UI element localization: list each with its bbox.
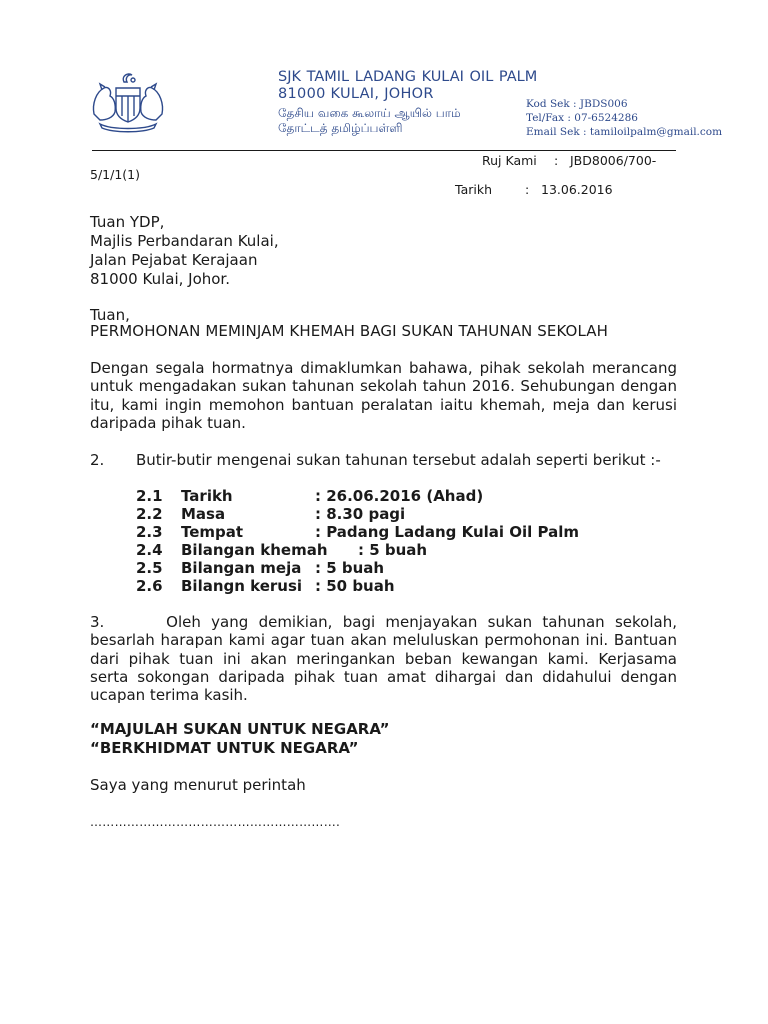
paragraph-1-line: itu, kami ingin memohon bantuan peralatan iaitu khemah, meja dan kerusi — [90, 395, 677, 414]
letter-subject: PERMOHONAN MEMINJAM KHEMAH BAGI SUKAN TAHUNAN SEKOLAH — [90, 322, 609, 340]
tamil-school-name-line-2: தோட்டத் தமிழ்ப்பள்ளி — [278, 121, 403, 135]
detail-number: 2.2 — [136, 505, 163, 523]
paragraph-2-number: 2. — [90, 451, 105, 469]
paragraph-3 — [90, 613, 677, 704]
detail-label: Bilangn kerusi — [181, 577, 303, 595]
detail-label: Bilangan meja — [181, 559, 302, 577]
school-email: Email Sek : tamiloilpalm@gmail.com — [526, 126, 723, 138]
detail-label: Bilangan khemah — [181, 541, 328, 559]
paragraph-1 — [90, 359, 677, 432]
tarikh-value: 13.06.2016 — [541, 182, 613, 197]
detail-value: : 8.30 pagi — [315, 505, 406, 523]
ruj-label: Ruj Kami — [482, 153, 537, 168]
school-code: Kod Sek : JBDS006 — [526, 98, 628, 110]
school-address: 81000 KULAI, JOHOR — [278, 86, 434, 102]
detail-value: : 50 buah — [315, 577, 395, 595]
detail-value: : 5 buah — [358, 541, 428, 559]
slogan-2: “BERKHIDMAT UNTUK NEGARA” — [90, 739, 359, 757]
paragraph-1-line: Dengan segala hormatnya dimaklumkan bahawa, pihak sekolah merancang — [90, 359, 677, 377]
detail-number: 2.4 — [136, 541, 163, 559]
paragraph-2-text: Butir-butir mengenai sukan tahunan tersebut adalah seperti berikut :- — [136, 451, 661, 469]
detail-number: 2.1 — [136, 487, 163, 505]
detail-value: : Padang Ladang Kulai Oil Palm — [315, 523, 580, 541]
paragraph-3-line: dari pihak tuan ini akan meringankan beban kewangan kami. Kerjasama — [90, 649, 677, 668]
paragraph-1-line: daripada pihak tuan. — [90, 413, 246, 432]
letterhead-divider — [92, 150, 676, 151]
coat-of-arms-logo — [88, 70, 168, 134]
tel-fax: Tel/Fax : 07-6524286 — [526, 112, 638, 124]
closing-phrase: Saya yang menurut perintah — [90, 776, 306, 794]
paragraph-3-line: serta sokongan daripada pihak tuan amat dihargai dan didahului dengan — [90, 667, 677, 686]
detail-value: : 26.06.2016 (Ahad) — [315, 487, 484, 505]
school-name: SJK TAMIL LADANG KULAI OIL PALM — [278, 69, 538, 85]
ruj-colon: : — [554, 153, 559, 168]
tarikh-colon: : — [525, 182, 530, 197]
detail-number: 2.6 — [136, 577, 163, 595]
recipient-line-4: 81000 Kulai, Johor. — [90, 270, 230, 288]
detail-number: 2.3 — [136, 523, 163, 541]
paragraph-3-line: ucapan terima kasih. — [90, 686, 248, 705]
salutation: Tuan, — [90, 306, 130, 324]
detail-label: Tempat — [181, 523, 244, 541]
tarikh-label: Tarikh — [455, 182, 492, 197]
ruj-continuation: 5/1/1(1) — [90, 167, 140, 182]
paragraph-3-line: 3. Oleh yang demikian, bagi menjayakan sukan tahunan sekolah, — [90, 613, 677, 631]
tamil-school-name-line-1: தேசிய வகை கூலாய் ஆயில் பாம் — [278, 106, 461, 120]
detail-value: : 5 buah — [315, 559, 385, 577]
paragraph-1-line: untuk mengadakan sukan tahunan sekolah tahun 2016. Sehubungan dengan — [90, 377, 677, 396]
detail-number: 2.5 — [136, 559, 163, 577]
paragraph-3-line: besarlah harapan kami agar tuan akan meluluskan permohonan ini. Bantuan — [90, 631, 677, 650]
recipient-line-1: Tuan YDP, — [90, 213, 165, 231]
slogan-1: “MAJULAH SUKAN UNTUK NEGARA” — [90, 720, 390, 738]
ruj-value: JBD8006/700- — [570, 153, 657, 168]
detail-label: Tarikh — [181, 487, 233, 505]
detail-label: Masa — [181, 505, 226, 523]
recipient-line-3: Jalan Pejabat Kerajaan — [90, 251, 258, 269]
signature-line: ……………………………………………………. — [90, 815, 341, 829]
recipient-line-2: Majlis Perbandaran Kulai, — [90, 232, 279, 250]
